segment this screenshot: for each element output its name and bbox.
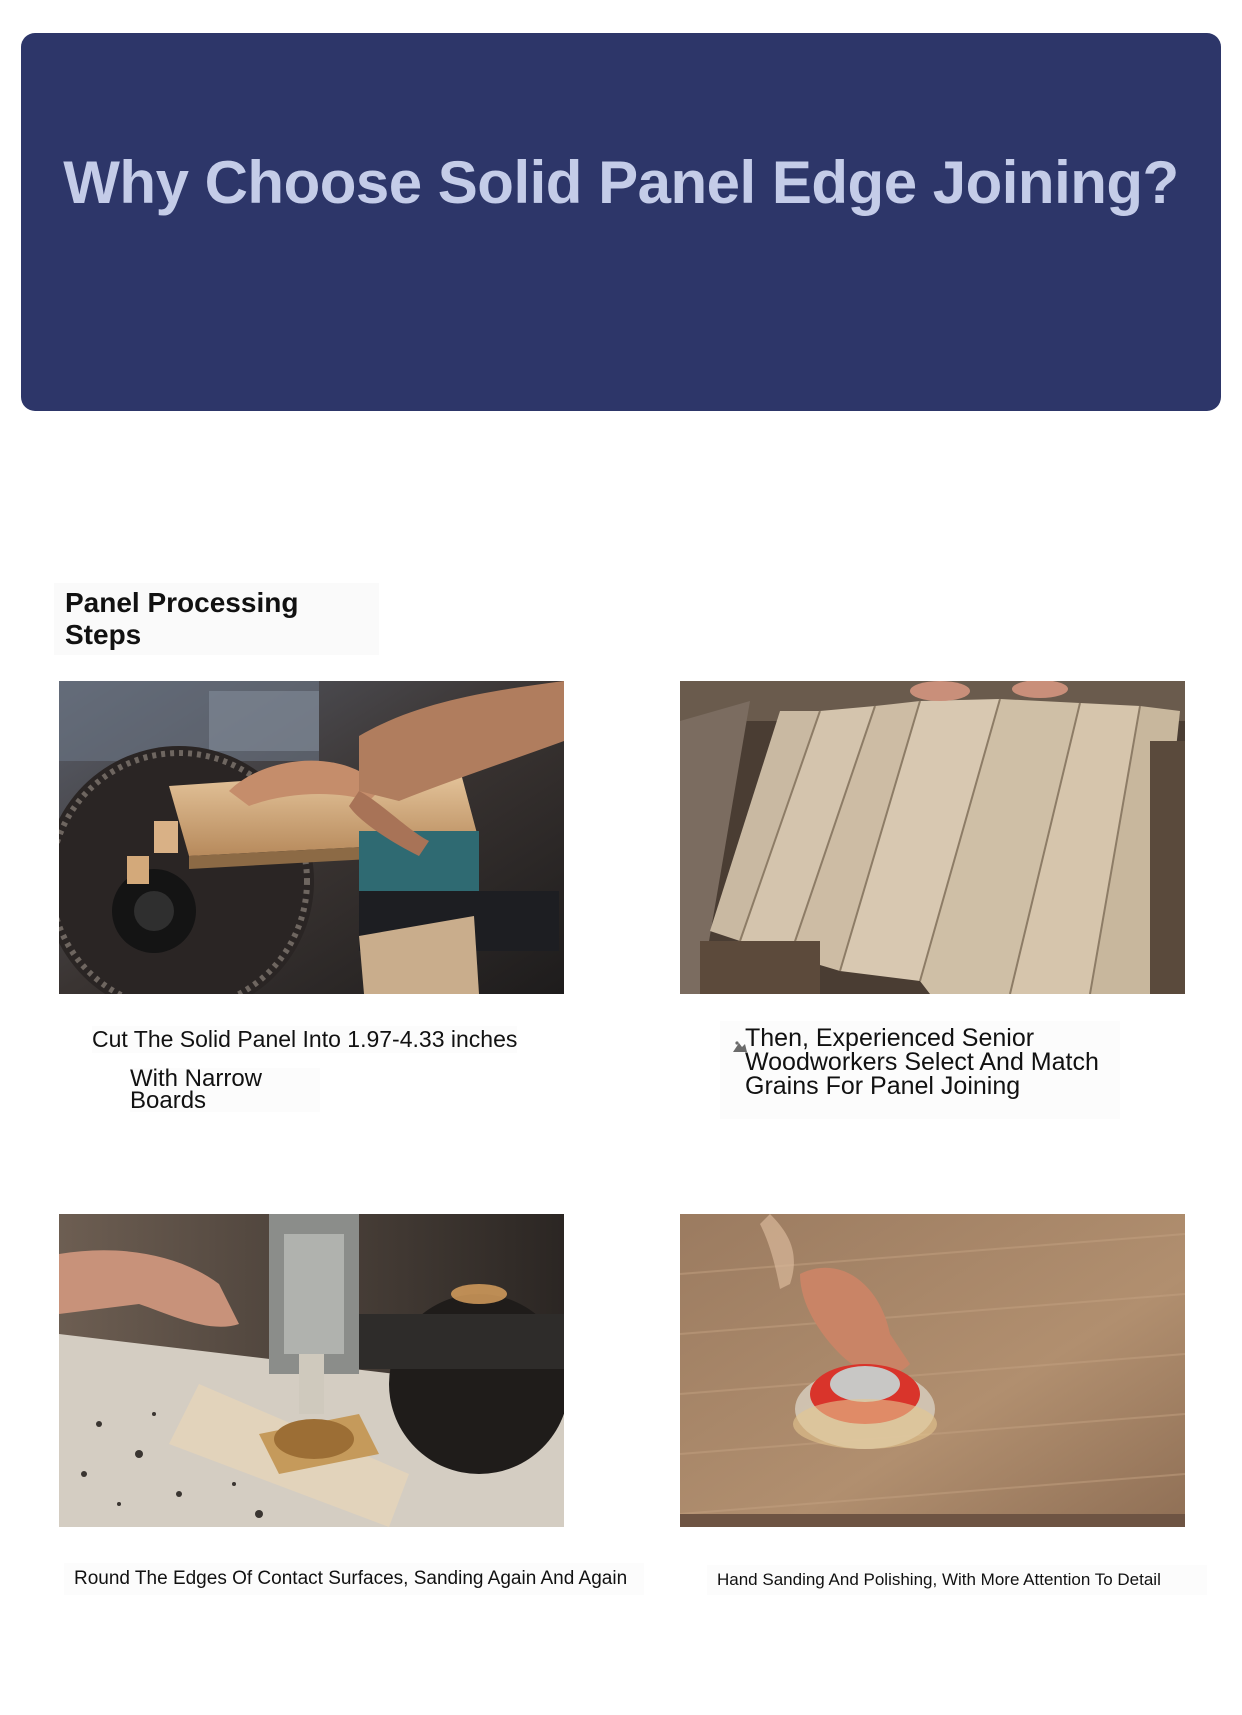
hand-sanding-photo [680, 1214, 1185, 1527]
hero-banner [21, 33, 1221, 411]
step-4-caption: Hand Sanding And Polishing, With More Attention To Detail [707, 1565, 1207, 1595]
step-2-caption [720, 1021, 1120, 1119]
section-header [54, 583, 379, 655]
panel-cutting-saw-photo [59, 681, 564, 994]
step-1-caption-line2: With Narrow Boards [130, 1068, 320, 1112]
edge-rounding-machine-photo [59, 1214, 564, 1527]
section-title: Panel Processing Steps [65, 587, 299, 650]
step-2-caption-text: Then, Experienced Senior Woodworkers Select And Match Grains For Panel Joining [745, 1024, 1099, 1100]
hero-title: Why Choose Solid Panel Edge Joining? [63, 148, 1179, 216]
grain-matched-boards-photo [680, 681, 1185, 994]
step-1-caption-line1: Cut The Solid Panel Into 1.97-4.33 inches [92, 1026, 518, 1052]
step-3-caption: Round The Edges Of Contact Surfaces, Sanding Again And Again [64, 1563, 644, 1595]
